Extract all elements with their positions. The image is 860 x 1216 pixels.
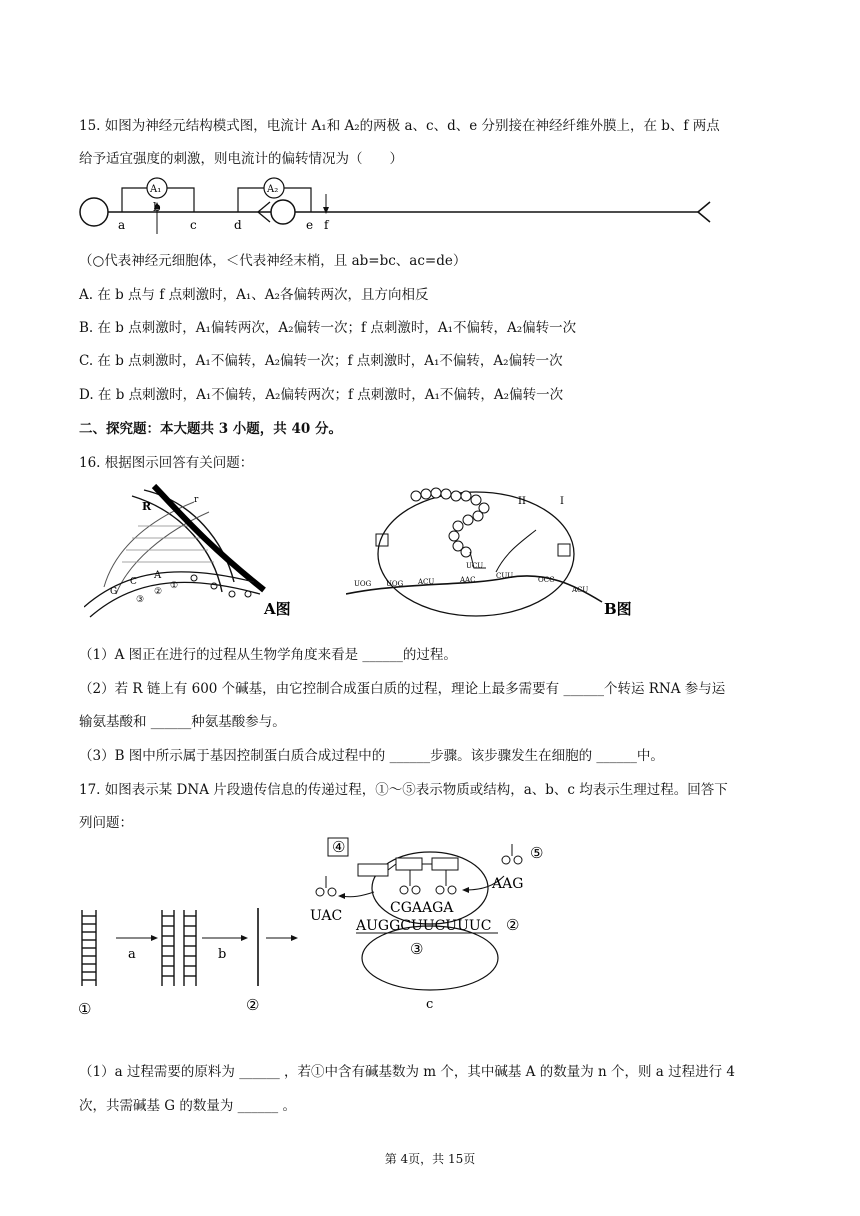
label-circled-3: ③: [136, 595, 145, 605]
q16-question-2-line1: （2）若 R 链上有 600 个碱基，由它控制合成蛋白质的过程，理论上最多需要有 ______个转运 RNA 参与运: [79, 681, 726, 697]
label-r-upper: R: [142, 500, 152, 513]
dna-ladder-1: [82, 910, 96, 986]
label-anticodon: UCU: [466, 562, 484, 570]
neuron-diagram: [78, 174, 718, 236]
q17-question-1-line2: 次，共需碱基 G 的数量为 ______ 。: [79, 1098, 296, 1114]
ribosome: [378, 492, 574, 616]
dna-ladder-2: [162, 910, 196, 986]
label-circled-2: ②: [154, 587, 163, 597]
q15-option-c: C. 在 b 点刺激时，A₁不偏转，A₂偏转一次；f 点刺激时，A₁不偏转，A₂偏转一次: [79, 353, 563, 369]
q16-title: 16. 根据图示回答有关问题：: [79, 455, 254, 471]
neuron-cell-body: [80, 198, 108, 226]
label-c: c: [190, 218, 197, 232]
label-a1: A₁: [150, 184, 162, 195]
dna-transfer-diagram: [74, 836, 544, 1020]
codon-6: OCC: [538, 576, 555, 584]
label-circled-1: ①: [170, 581, 179, 591]
neuron-cell-body-2: [271, 200, 295, 224]
q16-question-2-line2: 输氨基酸和 ______种氨基酸参与。: [79, 714, 286, 730]
section-heading: 二、探究题：本大题共 3 小题，共 40 分。: [79, 421, 342, 437]
q15-option-d: D. 在 b 点刺激时，A₁不偏转，A₂偏转两次；f 点刺激时，A₁不偏转，A₂偏转一次: [79, 387, 564, 403]
codon-7: ACU: [572, 586, 589, 594]
q16-question-1: （1）A 图正在进行的过程从生物学角度来看是 ______的过程。: [79, 647, 457, 663]
label-n4: ④: [332, 838, 346, 856]
label-n1: ①: [78, 1000, 92, 1018]
codon-2: UOG: [386, 580, 404, 588]
label-i: I: [560, 496, 564, 507]
label-a2: A₂: [267, 184, 279, 195]
figure-a-caption: A图: [264, 600, 291, 618]
label-ii: II: [518, 496, 526, 507]
label-base-a: A: [154, 570, 162, 581]
label-process-c: c: [426, 997, 434, 1012]
label-b: b: [153, 200, 161, 214]
label-n3: ③: [410, 940, 424, 958]
label-d: d: [234, 218, 242, 232]
label-a: a: [118, 218, 126, 232]
label-n2: ②: [246, 996, 260, 1014]
q15-note: （○代表神经元细胞体，＜代表神经末梢，且 ab=bc、ac=de）: [79, 253, 467, 269]
label-process-a: a: [128, 947, 136, 962]
figure-b-translation: [346, 482, 646, 624]
label-n5: ⑤: [530, 844, 544, 862]
label-mrna-sequence: AUGGCUUCUUUC: [356, 918, 492, 934]
q15-stem-line1: 15. 如图为神经元结构模式图，电流计 A₁和 A₂的两极 a、c、d、e 分别接在神经纤维外膜上，在 b、f 两点: [79, 118, 720, 134]
label-e: e: [306, 218, 314, 232]
label-n2-mrna: ②: [506, 916, 520, 934]
q16-question-3: （3）B 图中所示属于基因控制蛋白质合成过程中的 ______步骤。该步骤发生在细胞的 ______中。: [79, 748, 664, 764]
q17-stem-line2: 列问题：: [79, 815, 133, 831]
codon-3: ACU: [418, 578, 435, 586]
label-base-c: C: [130, 577, 137, 587]
q15-option-b: B. 在 b 点刺激时，A₁偏转两次，A₂偏转一次；f 点刺激时，A₁不偏转，A₂偏转一次: [79, 320, 577, 336]
label-r-lower: r: [194, 495, 199, 505]
q17-stem-line1: 17. 如图表示某 DNA 片段遗传信息的传递过程，①～⑤表示物质或结构，a、b、c 均表示生理过程。回答下: [79, 782, 728, 798]
ribosome-large: [362, 926, 498, 990]
label-aag: AAG: [492, 876, 524, 892]
label-uac: UAC: [310, 908, 343, 924]
label-base-g: G: [110, 587, 118, 597]
label-process-b: b: [218, 947, 227, 962]
figure-b-caption: B图: [604, 600, 632, 618]
page-footer: 第 4页，共 15页: [384, 1152, 476, 1166]
codon-4: AAC: [460, 576, 476, 584]
q15-option-a: A. 在 b 点与 f 点刺激时，A₁、A₂各偏转两次，且方向相反: [79, 287, 429, 303]
q15-stem-line2: 给予适宜强度的刺激，则电流计的偏转情况为（ ）: [79, 151, 403, 167]
q17-question-1-line1: （1）a 过程需要的原料为 ______ ，若①中含有碱基数为 m 个，其中碱基 A 的数量为 n 个，则 a 过程进行 4: [79, 1064, 736, 1080]
label-f: f: [324, 218, 329, 232]
figure-a-transcription: [84, 482, 300, 624]
codon-5: CUU: [496, 572, 514, 580]
label-anticodons: CGAAGA: [390, 900, 454, 916]
codon-1: UOG: [354, 580, 372, 588]
